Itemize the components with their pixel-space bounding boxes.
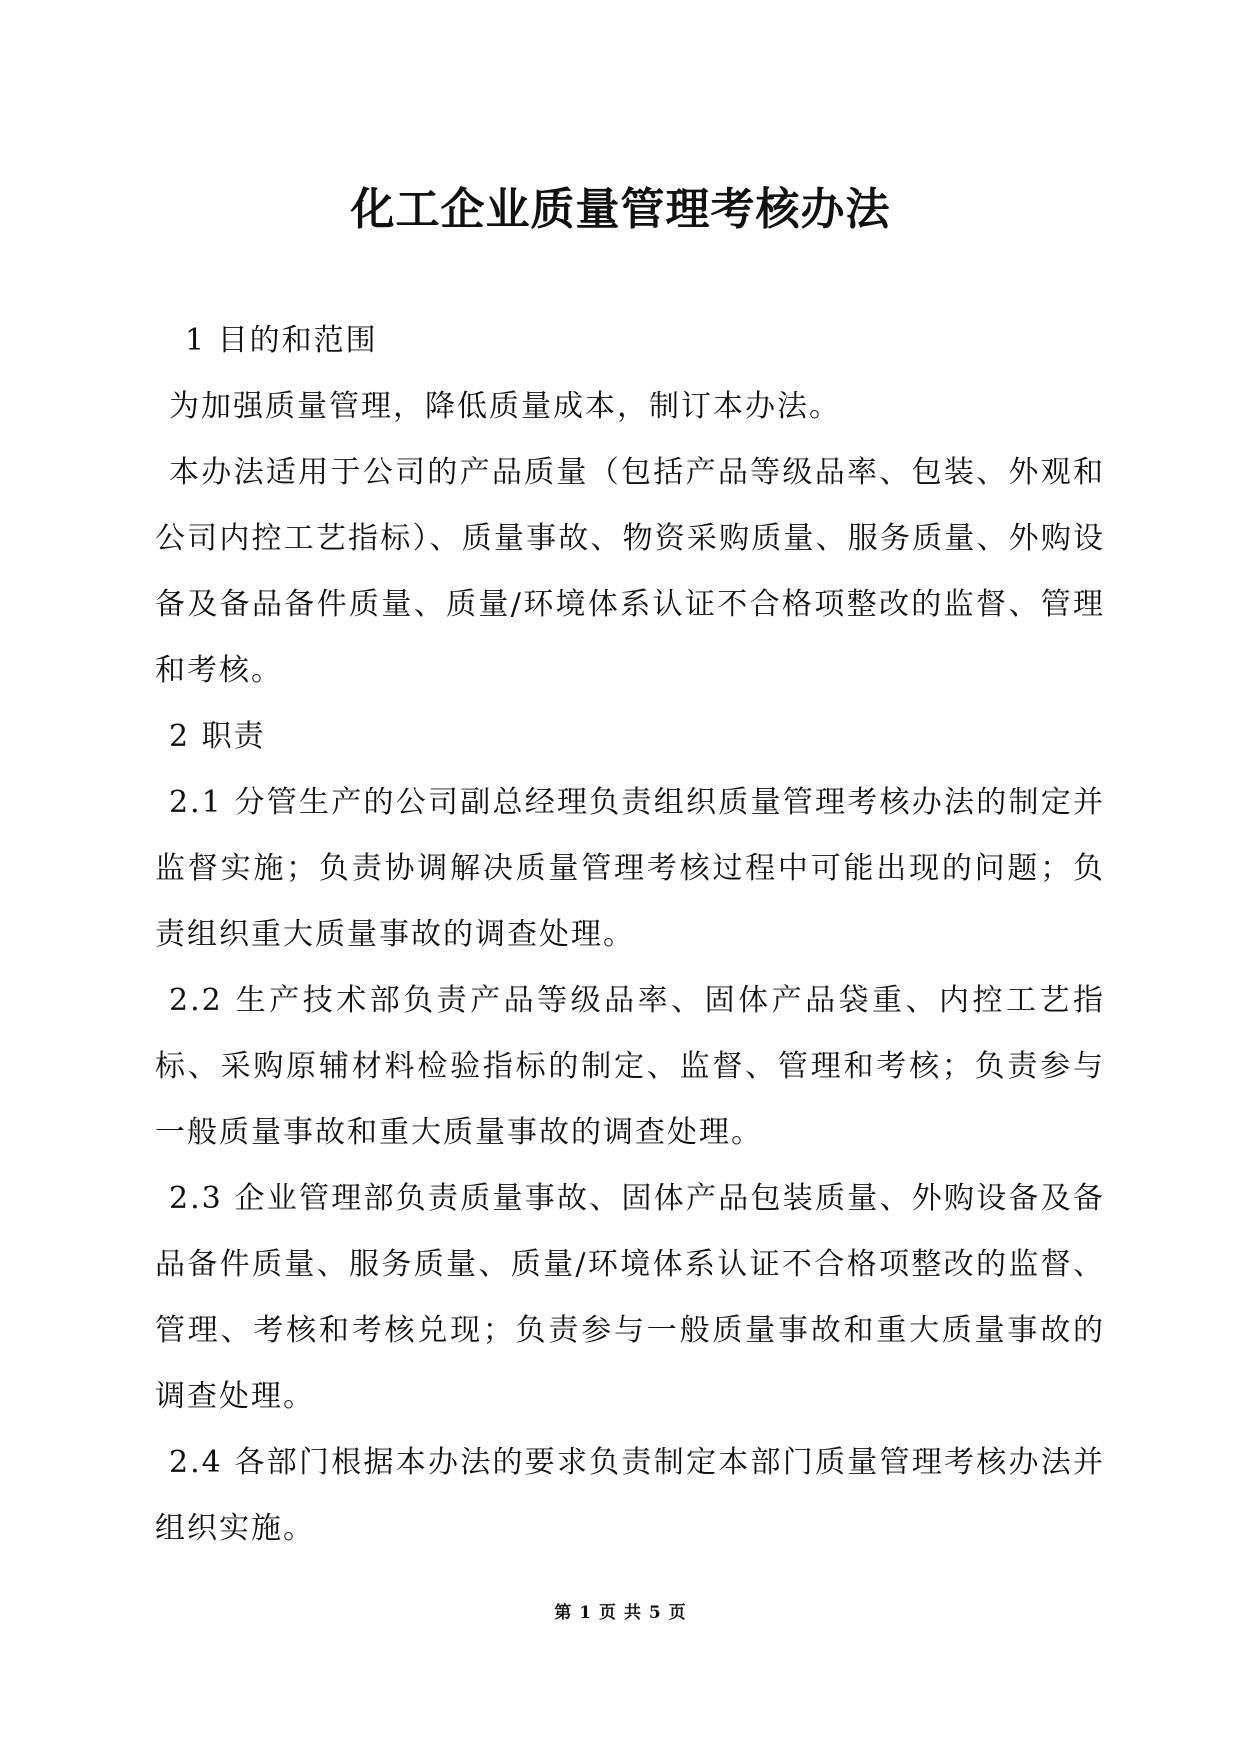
paragraph: 2.4 各部门根据本办法的要求负责制定本部门质量管理考核办法并组织实施。 <box>155 1445 1105 1546</box>
paragraph: 2.3 企业管理部负责质量事故、固体产品包装质量、外购设备及备品备件质量、服务质量、质量/环境体系认证不合格项整改的监督、管理、考核和考核兑现；负责参与一般质量事故和重大质量事故的调查处理。 <box>155 1181 1105 1414</box>
section-heading: 1 目的和范围 <box>185 323 378 358</box>
paragraph: 为加强质量管理，降低质量成本，制订本办法。 <box>169 389 841 424</box>
section-heading: 2 职责 <box>169 719 266 754</box>
paragraph: 本办法适用于公司的产品质量（包括产品等级品率、包装、外观和公司内控工艺指标）、质量事故、物资采购质量、服务质量、外购设备及备品备件质量、质量/环境体系认证不合格项整改的监督、管理和考核。 <box>155 455 1105 688</box>
document-body <box>155 308 1105 1562</box>
paragraph: 2.1 分管生产的公司副总经理负责组织质量管理考核办法的制定并监督实施；负责协调解决质量管理考核过程中可能出现的问题；负责组织重大质量事故的调查处理。 <box>155 785 1105 952</box>
page-number: 第 1 页 共 5 页 <box>554 1603 687 1623</box>
paragraph: 2.2 生产技术部负责产品等级品率、固体产品袋重、内控工艺指标、采购原辅材料检验指标的制定、监督、管理和考核；负责参与一般质量事故和重大质量事故的调查处理。 <box>155 983 1105 1150</box>
document-title: 化工企业质量管理考核办法 <box>350 184 891 235</box>
